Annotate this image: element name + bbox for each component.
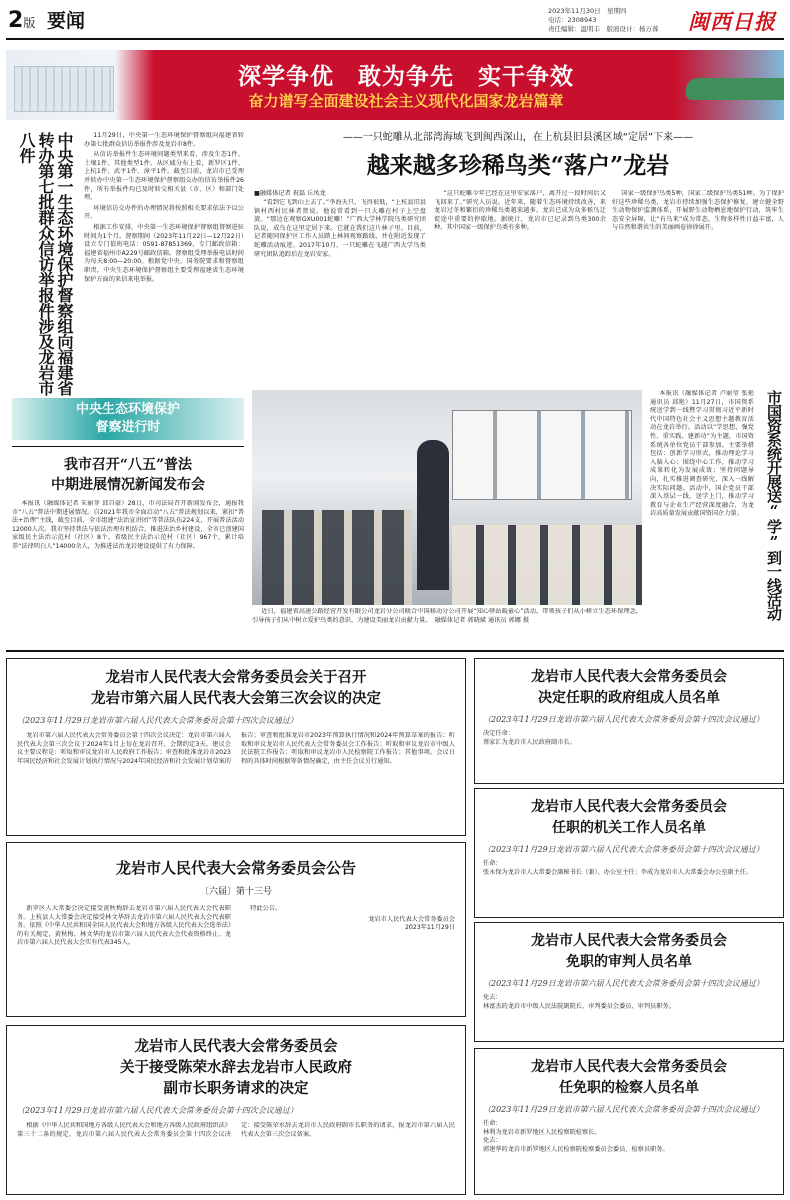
land-body xyxy=(650,390,754,640)
notice-title xyxy=(483,1057,775,1099)
notice-title xyxy=(483,931,775,973)
tag-line1: 中央生态环境保护 xyxy=(75,402,180,417)
bird-headline: 越来越多珍稀鸟类“落户”龙岩 xyxy=(366,152,670,179)
notice-sub: （2023年11月29日龙岩市第六届人民代表大会常务委员会第十四次会议通过） xyxy=(483,979,764,988)
banner-train xyxy=(686,78,784,100)
photo-children-right xyxy=(452,525,642,605)
notice-number: 〔六届〕第十三号 xyxy=(199,887,272,897)
masthead-rule xyxy=(6,38,784,40)
divider xyxy=(12,446,244,447)
notice-title-line1: 龙岩市人民代表大会常务委员会 xyxy=(134,1038,338,1055)
notice-body xyxy=(17,905,455,997)
editors: 责任编辑：温明丰 版面设计：杨万蓉 xyxy=(548,25,659,33)
notice-title-line1: 龙岩市人民代表大会常务委员会 xyxy=(531,933,727,949)
inspection-para: 根据工作安排，中央第一生态环境保护督察组督察进驻时间为1个月。督察期间（2023年11月22日—12月22日）设立专门值班电话：0591-87851369，专门邮政信箱：福建省福州市A229号邮政信箱。督察组受理举报电话时间为每天8:00—20:00。根据党中央、国务院要求和督察组职责，中央生态环境保护督察组主要受理福建省生态环境保护方面的来信来电举报。 xyxy=(84,223,244,283)
notice-item: 蔡家汇为龙岩市人民政府副市长。 xyxy=(483,738,576,746)
inspection-para: 从信访举报件生态环境问题类型来看，涉及生态1件、土壤1件、其他类型1件。从区域分布上看，新罗区1件、上杭1件、武平1件、漳平1件。截至目前，龙岩市已受理并转办中央第一生态环境保护督察组交办的信访举报件26件，所有举报件均已及时转交相关县（市、区）和部门处理。 xyxy=(84,151,244,202)
notice-label: 任命： xyxy=(483,860,502,867)
bird-para: 国家一级保护鸟类5种，国家二级保护鸟类51种。为了保护好这些珍稀鸟类，龙岩市持续加强生态保护修复，建立健全野生动物保护监测体系，开展野生动物栖息地保护行动，筑牢生态安全屏障，让“有鸟来”成为常态，生物多样性日益丰富，人与自然和谐共生的美丽画卷徐徐展开。 xyxy=(612,190,784,232)
bird-kicker: ——一只蛇雕从北部湾海域飞到闽西深山，在上杭县旧县溪区域“定居”下来—— xyxy=(342,132,694,143)
notice-item: 张永保为龙岩市人大常委会副秘书长（兼）、办公室主任；李成为龙岩市人大常委会办公室副主任。 xyxy=(483,868,753,876)
land-para: 本报讯（融媒体记者 卢丽莹 张艳 通讯员 邱艳）11月27日，市国资系统送学到一线暨学习贯彻习近平新时代中国特色社会主义思想主题教育活动在龙岩举行。活动以“学思想、强党性、重实践、建新功”为主题，市国资系统各单位党员干部参加。主要举措包括：创新学习形式，推动理论学习入脑入心；围绕中心工作，推动学习成果转化为发展成效；坚持问题导向，扎实推进调查研究，深入一线解决实际问题。活动中，国企党员干部深入基层一线，送学上门，推动学习教育与企业生产经营深度融合，为龙岩高质量发展贡献国资国企力量。 xyxy=(650,390,754,518)
notice-body xyxy=(17,1122,455,1162)
notice-body xyxy=(483,994,775,1011)
issue-date: 2023年11月30日 星期四 xyxy=(548,7,627,15)
notice-closing: 特此公告。 xyxy=(250,905,282,912)
notice-title-line1: 龙岩市人民代表大会常务委员会关于召开 xyxy=(105,669,367,686)
inspection-tag xyxy=(12,398,244,440)
notice-title-line1: 龙岩市人民代表大会常务委员会 xyxy=(531,669,727,685)
law-body xyxy=(12,500,244,640)
notice-title-line2: 任免职的检察人员名单 xyxy=(559,1080,699,1096)
notice-item: 林富杰的龙岩市中级人民法院副院长、审判委员会委员、审判员职务。 xyxy=(483,1002,675,1010)
notice-staff-appointment xyxy=(474,788,784,918)
notice-para: 新罗区人大常委会决定接受黄秋梅辞去龙岩市第六届人民代表大会代表职务。上杭县人大常委会决定接受林文华辞去龙岩市第六届人民代表大会代表职务。依照《中华人民共和国全国人民代表大会和地方各级人民代表大会选举法》的有关规定，黄秋梅、林文华的龙岩市第六届人民代表大会代表资格终止。龙岩市第六届人民代表大会实有代表345人。 xyxy=(17,905,231,947)
land-headline: 市国资系统开展送“学”到一线活动 xyxy=(765,390,783,620)
notice-signature: 龙岩市人民代表大会常务委员会 xyxy=(368,915,455,923)
notice-sub: （2023年11月29日龙岩市第六届人民代表大会常务委员会第十四次会议通过） xyxy=(17,716,298,725)
notice-body xyxy=(483,730,775,747)
page-no: 2 xyxy=(8,8,24,33)
notice-title: 龙岩市人民代表大会常务委员会公告 xyxy=(115,859,356,877)
inspection-headline: 中央第一生态环境保护督察组向福建省转办第七批群众信访举报件涉及龙岩市八件 xyxy=(17,132,74,396)
notice-title-line3: 副市长职务请求的决定 xyxy=(163,1080,309,1097)
notice-label: 免去： xyxy=(483,1137,502,1145)
notice-title xyxy=(17,667,455,709)
law-headline-line1: 我市召开“八五”普法 xyxy=(63,457,193,473)
notice-sub: （2023年11月29日龙岩市第六届人民代表大会常务委员会第十四次会议通过） xyxy=(17,1106,298,1115)
notice-title-line2: 任职的机关工作人员名单 xyxy=(552,820,706,836)
inspection-para: 11月29日，中央第一生态环境保护督察组向福建省转办第七批群众信访举报件涉及龙岩市8件。 xyxy=(84,132,244,148)
page-number xyxy=(8,8,85,36)
masthead xyxy=(0,0,790,44)
bird-para: “这只蛇雕今年已经在这里安家落户，离开过一段时间后又飞回来了。”研究人员说。近年来，随着生态环境持续改善，来龙岩过冬和繁衍的珍稀鸟类越来越多，龙岩已成为众多候鸟迁徙途中重要的停歇地。据统计，龙岩市已记录到鸟类300余种，其中国家一级保护鸟类有多种。 xyxy=(434,190,606,232)
notice-body xyxy=(483,1120,775,1154)
phone: 电话：2308943 xyxy=(548,16,597,24)
notice-title-line2: 龙岩市第六届人民代表大会第三次会议的决定 xyxy=(91,690,381,707)
page-label: 版 xyxy=(23,16,36,30)
photo-caption xyxy=(252,608,642,644)
notice-label: 任命： xyxy=(483,1120,502,1127)
notice-resignation xyxy=(6,1025,466,1195)
banner-line2: 奋力谱写全面建设社会主义现代化国家龙岩篇章 xyxy=(248,92,564,110)
inspection-body xyxy=(84,132,244,394)
law-headline-line2: 中期进展情况新闻发布会 xyxy=(51,477,205,493)
notice-title xyxy=(483,667,775,709)
banner-line1: 深学争优 敢为争先 实干争效 xyxy=(238,63,574,90)
notice-prosecutor-appointment xyxy=(474,1048,784,1195)
notice-body xyxy=(17,732,455,812)
notice-title-line1: 龙岩市人民代表大会常务委员会 xyxy=(531,1059,727,1075)
caption-text: 近日，福建省高速公路经营开发有限公司龙岩分公司联合中国移动分公司开展“知心驿站暖童心”活动，带领孩子们从小树立生态环保理念，引导孩子们从中树立爱护鸟类的意识，为建设美丽龙岩贡献力量。 融媒体记者 郭晓斌 通讯员 郭娜 摄 xyxy=(252,608,642,624)
notice-body xyxy=(483,860,775,877)
notice-title-line2: 决定任职的政府组成人员名单 xyxy=(538,690,720,706)
notice-sub: （2023年11月29日龙岩市第六届人民代表大会常务委员会第十四次会议通过） xyxy=(483,845,764,854)
notice-item: 林利为龙岩市新罗地区人民检察院检察长。 xyxy=(483,1128,601,1136)
notice-title-line2: 免职的审判人员名单 xyxy=(566,954,692,970)
section-name: 要闻 xyxy=(47,10,86,32)
notice-title-line1: 龙岩市人民代表大会常务委员会 xyxy=(531,799,727,815)
notice-date: 2023年11月29日 xyxy=(404,924,455,932)
bird-col1 xyxy=(254,199,426,387)
banner-building xyxy=(14,66,114,112)
photo-children xyxy=(262,510,412,605)
notice-para: 根据《中华人民共和国地方各级人民代表大会和地方各级人民政府组织法》第三十二条的规定，龙岩市第六届人民代表大会常务委员会第十四次会议决定：接受陈荣水辞去龙岩市人民政府副市长职务的请求，报龙岩市第六届人民代表大会第三次会议备案。 xyxy=(17,1122,455,1138)
notice-title xyxy=(17,1036,455,1099)
tag-line2: 督察进行时 xyxy=(95,420,161,435)
notice-sub: （2023年11月29日龙岩市第六届人民代表大会常务委员会第十四次会议通过） xyxy=(483,715,764,724)
law-para: 本报讯（融媒体记者 朱丽菲 邱自豪）28日，市司法局召开新闻发布会，通报我市“八五”普法中期进展情况。自2021年我市全面启动“八五”普法规划以来，紧扣“普法+治理”主线，截至目前，全市组建“法治宣讲团”等普法队伍224支，开展普法活动12000人次。我市坚持普法与依法治理有机结合，推进法治乡村建设，全市已创建国家级民主法治示范村（社区）8个、省级民主法治示范村（社区）967个，累计培养“法律明白人”14000余人，为推进法治龙岩建设提供了有力保障。 xyxy=(12,500,244,550)
notice-judge-removal xyxy=(474,922,784,1042)
bird-col3 xyxy=(612,190,784,382)
inspection-para: 环境信访交办件的办理情况将按照相关要求依法予以公开。 xyxy=(84,204,244,221)
notice-item: 郭建华的龙岩市新罗地区人民检察院检察委员会委员、检察员职务。 xyxy=(483,1145,669,1153)
bird-para: “看到它飞到山上去了。”李海天只，飞得很低，“上杭县旧县镇村西村民林者贤说。他说常看到一只大雕在村子上空盘旋。“那边在观察GXU001蛇雕！”广西大学林学院鸟类研究团队说，成鸟在这里定居下来。它就在我们这片林子里。目前，记者随同保护区工作人员踏上林间观察路线，并在附近发现了蛇雕活动痕迹。2017年10月，一只蛇雕在飞越广西大学鸟类研究团队追踪后在龙岩安家。 xyxy=(254,199,426,258)
notice-sub: （2023年11月29日龙岩市第六届人民代表大会常务委员会第十四次会议通过） xyxy=(483,1105,764,1114)
bird-byline: ■融媒体记者 祝磊 丘凤龙 xyxy=(254,190,326,197)
bird-col2 xyxy=(434,190,606,387)
news-photo xyxy=(252,390,642,605)
notice-title xyxy=(483,797,775,839)
photo-wall-frames xyxy=(452,410,632,500)
section-rule xyxy=(6,650,784,652)
notice-gov-appointment xyxy=(474,658,784,784)
photo-guide xyxy=(417,440,449,590)
masthead-meta xyxy=(548,7,688,34)
notice-title-line2: 关于接受陈荣水辞去龙岩市人民政府 xyxy=(120,1059,352,1076)
notice-label: 决定任命： xyxy=(483,730,514,737)
law-headline xyxy=(12,455,244,495)
banner xyxy=(6,50,784,120)
paper-logo: 闽西日报 xyxy=(688,9,776,34)
notice-label: 免去： xyxy=(483,994,502,1001)
notice-convene-meeting xyxy=(6,658,466,836)
notice-para: 龙岩市第六届人民代表大会常务委员会第十四次会议决定：龙岩市第六届人民代表大会第三次会议于2024年1月上旬在龙岩召开，会期约定3天。建议会议主要议程是：听取和审议龙岩市人民政府工作报告；审查和批准龙岩市2023年国民经济和社会发展计划执行情况与2024年国民经济和社会发展计划草案的报告；审查和批准龙岩市2023年预算执行情况和2024年预算草案的报告；听取和审议龙岩市人民代表大会常务委员会工作报告；听取和审议龙岩市中级人民法院工作报告；听取和审议龙岩市人民检察院工作报告；其他事项。会议日程的具体时间根据筹备情况确定，由主任会议另行通知。 xyxy=(17,732,455,765)
notice-announcement xyxy=(6,842,466,1017)
